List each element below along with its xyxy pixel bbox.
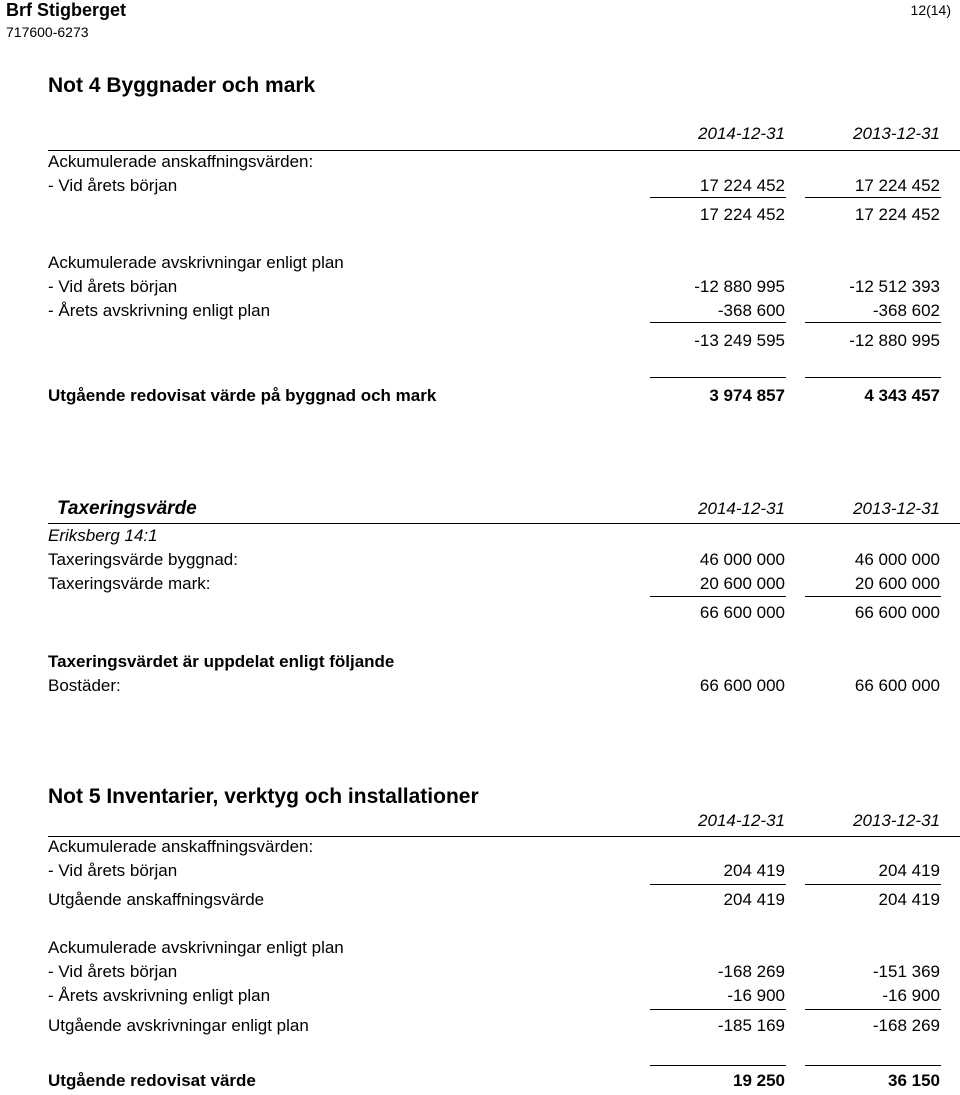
note4-col1-header: 2014-12-31 [698,124,785,143]
note4-dep-start-v2: -12 512 393 [849,277,940,296]
note5-title: Not 5 Inventarier, verktyg och installationer [48,785,479,808]
note4-dep-start-label: - Vid årets början [48,277,178,296]
note4-acq-heading: Ackumulerade anskaffningsvärden: [48,152,314,171]
note5-acq-start-v1: 204 419 [723,861,785,880]
sum-rule [650,596,786,597]
tax-land-v2: 20 600 000 [854,574,940,593]
note4-acq-total-v1: 17 224 452 [699,205,785,224]
note4-dep-total-v2: -12 880 995 [849,331,940,350]
tax-land-v1: 20 600 000 [699,574,785,593]
sum-rule [805,197,941,198]
tax-housing-label: Bostäder: [48,676,121,695]
note5-dep-heading: Ackumulerade avskrivningar enligt plan [48,938,344,957]
note5-dep-start-label: - Vid årets början [48,962,178,981]
note5-acq-closing-label: Utgående anskaffningsvärde [48,890,265,909]
note4-col2-header: 2013-12-31 [853,124,940,143]
note5-closing-v2: 36 150 [888,1071,940,1090]
note5-dep-start-v1: -168 269 [717,962,785,981]
tax-col2-header: 2013-12-31 [853,499,940,518]
note5-acq-heading: Ackumulerade anskaffningsvärden: [48,837,314,856]
note5-acq-start-label: - Vid årets början [48,861,178,880]
note5-col2-header: 2013-12-31 [853,811,940,830]
note5-dep-closing-label: Utgående avskrivningar enligt plan [48,1016,309,1035]
sum-rule [650,1065,786,1066]
note5-closing-v1: 19 250 [733,1071,785,1090]
note4-acq-start-label: - Vid årets början [48,176,178,195]
note4-closing-v1: 3 974 857 [709,386,785,405]
note5-dep-year-v1: -16 900 [727,986,785,1005]
sum-rule [805,377,941,378]
note4-acq-start-v2: 17 224 452 [854,176,940,195]
note4-closing-v2: 4 343 457 [864,386,940,405]
sum-rule [650,197,786,198]
page-number: 12(14) [910,2,951,18]
note4-dep-heading: Ackumulerade avskrivningar enligt plan [48,253,344,272]
note4-acq-start-v1: 17 224 452 [699,176,785,195]
tax-housing-v1: 66 600 000 [699,676,785,695]
note4-title: Not 4 Byggnader och mark [48,74,316,97]
tax-building-v1: 46 000 000 [699,550,785,569]
note5-dep-start-v2: -151 369 [872,962,940,981]
note5-dep-year-v2: -16 900 [882,986,940,1005]
tax-housing-v2: 66 600 000 [854,676,940,695]
tax-header-rule [48,523,960,524]
sum-rule [805,1065,941,1066]
note5-col1-header: 2014-12-31 [698,811,785,830]
sum-rule [650,1009,786,1010]
tax-split-heading: Taxeringsvärdet är uppdelat enligt följande [48,652,395,671]
sum-rule [805,596,941,597]
note5-dep-closing-v2: -168 269 [872,1016,940,1035]
note4-dep-year-v1: -368 600 [717,301,785,320]
sum-rule [805,1009,941,1010]
note4-dep-year-v2: -368 602 [872,301,940,320]
note4-closing-label: Utgående redovisat värde på byggnad och mark [48,386,437,405]
note4-dep-start-v1: -12 880 995 [694,277,785,296]
note5-dep-closing-v1: -185 169 [717,1016,785,1035]
note4-dep-year-label: - Årets avskrivning enligt plan [48,301,271,320]
note5-acq-closing-v2: 204 419 [878,890,940,909]
sum-rule [650,322,786,323]
sum-rule [805,322,941,323]
org-name: Brf Stigberget [6,0,127,20]
tax-total-v2: 66 600 000 [854,603,940,622]
tax-land-label: Taxeringsvärde mark: [48,574,211,593]
note5-dep-year-label: - Årets avskrivning enligt plan [48,986,271,1005]
note5-closing-label: Utgående redovisat värde [48,1071,256,1090]
org-number: 717600-6273 [6,24,89,40]
note4-header-rule [48,150,960,151]
tax-building-label: Taxeringsvärde byggnad: [48,550,238,569]
sum-rule [650,884,786,885]
tax-building-v2: 46 000 000 [854,550,940,569]
note4-dep-total-v1: -13 249 595 [694,331,785,350]
note5-acq-closing-v1: 204 419 [723,890,785,909]
note4-acq-total-v2: 17 224 452 [854,205,940,224]
sum-rule [805,884,941,885]
tax-col1-header: 2014-12-31 [698,499,785,518]
tax-total-v1: 66 600 000 [699,603,785,622]
note5-acq-start-v2: 204 419 [878,861,940,880]
sum-rule [650,377,786,378]
tax-property: Eriksberg 14:1 [48,526,158,545]
tax-title: Taxeringsvärde [57,498,197,519]
